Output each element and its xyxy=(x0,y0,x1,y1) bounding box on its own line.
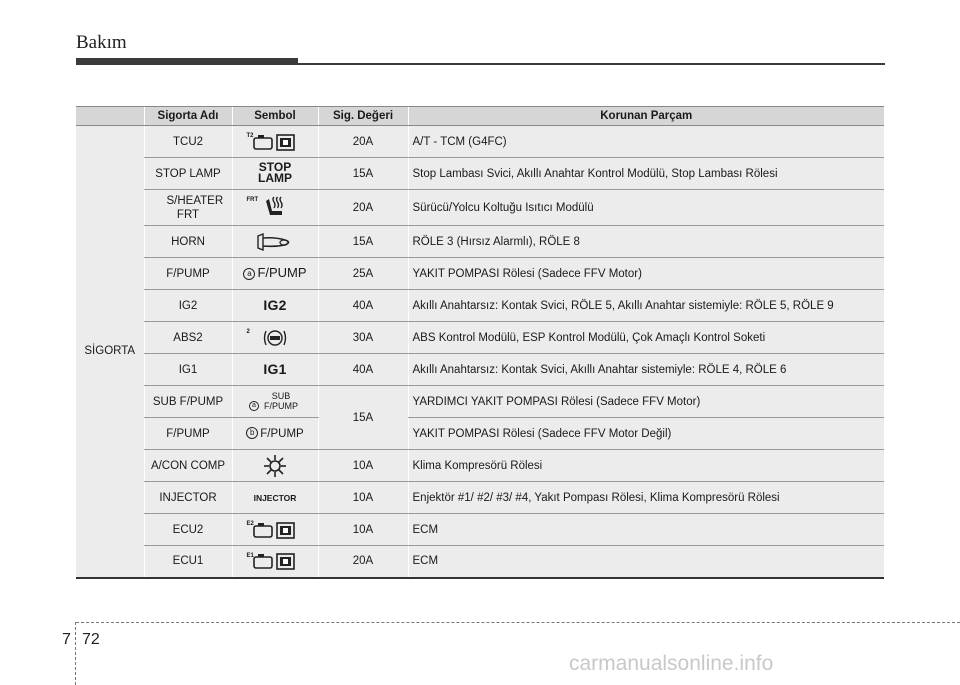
fuse-rating: 20A xyxy=(318,546,408,578)
protected-part: Stop Lambası Svici, Akıllı Anahtar Kontrol Modülü, Stop Lambası Rölesi xyxy=(408,158,884,190)
fuse-rating: 15A xyxy=(318,158,408,190)
table-row xyxy=(76,126,884,158)
table-row xyxy=(76,258,884,290)
fuse-rating: 20A xyxy=(318,190,408,226)
symbol-cell xyxy=(232,290,318,322)
page-header-title: Bakım xyxy=(76,32,127,53)
fuse-name: STOP LAMP xyxy=(144,158,232,190)
fuse-name: ECU1 xyxy=(144,546,232,578)
fuse-rating: 15A xyxy=(318,226,408,258)
abs-icon xyxy=(262,327,288,349)
symbol-cell xyxy=(232,322,318,354)
symbol-superscript: E2 xyxy=(246,521,254,527)
symbol-superscript: FRT xyxy=(246,197,259,203)
table-row xyxy=(76,190,884,226)
fuse-name: IG2 xyxy=(144,290,232,322)
table-row xyxy=(76,482,884,514)
fuse-rating: 15A xyxy=(318,386,408,450)
table-row xyxy=(76,354,884,386)
fuse-rating: 10A xyxy=(318,450,408,482)
header-symbol: Sembol xyxy=(232,107,318,126)
ig1-symbol: IG1 xyxy=(263,360,287,377)
fuse-rating: 10A xyxy=(318,482,408,514)
symbol-cell xyxy=(232,354,318,386)
protected-part: Akıllı Anahtarsız: Kontak Svici, Akıllı Anahtar sistemiyle: RÖLE 4, RÖLE 6 xyxy=(408,354,884,386)
protected-part: YARDIMCI YAKIT POMPASI Rölesi (Sadece FFV Motor) xyxy=(408,386,884,418)
variant-b-icon: b xyxy=(246,427,258,439)
symbol-cell xyxy=(232,126,318,158)
ac-compressor-icon xyxy=(263,454,287,478)
protected-part: ECM xyxy=(408,514,884,546)
fuse-rating: 30A xyxy=(318,322,408,354)
protected-part: ECM xyxy=(408,546,884,578)
header-rating: Sig. Değeri xyxy=(318,107,408,126)
table-row xyxy=(76,450,884,482)
horn-icon xyxy=(255,232,295,252)
fuse-name: A/CON COMP xyxy=(144,450,232,482)
fuse-rating: 10A xyxy=(318,514,408,546)
fuse-name: S/HEATER FRT xyxy=(144,190,232,226)
fuse-name: IG1 xyxy=(144,354,232,386)
stop-lamp-symbol: STOP LAMP xyxy=(258,159,292,185)
sub-fpump-symbol xyxy=(249,391,301,412)
table-row xyxy=(76,514,884,546)
tcu2-icon xyxy=(252,132,298,152)
variant-a-icon: a xyxy=(243,268,255,280)
ecu2-icon xyxy=(252,520,298,540)
footer-vertical-rule xyxy=(75,622,77,685)
symbol-cell xyxy=(232,386,318,418)
header-accent-bar xyxy=(76,58,298,65)
symbol-cell xyxy=(232,226,318,258)
protected-part: Klima Kompresörü Rölesi xyxy=(408,450,884,482)
table-row xyxy=(76,418,884,450)
table-row xyxy=(76,386,884,418)
fuse-table xyxy=(76,106,884,579)
protected-part: YAKIT POMPASI Rölesi (Sadece FFV Motor Değil) xyxy=(408,418,884,450)
header-rule xyxy=(298,63,885,65)
symbol-cell xyxy=(232,258,318,290)
table-row xyxy=(76,322,884,354)
header-blank xyxy=(76,107,144,126)
fuse-name: SUB F/PUMP xyxy=(144,386,232,418)
fuse-name: F/PUMP xyxy=(144,258,232,290)
table-row xyxy=(76,158,884,190)
ig2-symbol: IG2 xyxy=(263,296,287,313)
protected-part: Enjektör #1/ #2/ #3/ #4, Yakıt Pompası Rölesi, Klima Kompresörü Rölesi xyxy=(408,482,884,514)
protected-part: A/T - TCM (G4FC) xyxy=(408,126,884,158)
page-number: 72 xyxy=(82,631,100,648)
fuse-rating: 40A xyxy=(318,354,408,386)
symbol-superscript: T2 xyxy=(246,133,254,139)
symbol-cell xyxy=(232,450,318,482)
fuse-rating: 40A xyxy=(318,290,408,322)
variant-a-icon: a xyxy=(249,401,259,411)
symbol-cell xyxy=(232,514,318,546)
sub-fpump-symbol-text: SUB F/PUMP xyxy=(263,390,298,411)
footer-rule xyxy=(76,622,960,624)
fuse-rating: 25A xyxy=(318,258,408,290)
fuse-name: ABS2 xyxy=(144,322,232,354)
table-row xyxy=(76,290,884,322)
symbol-cell xyxy=(232,482,318,514)
symbol-cell xyxy=(232,418,318,450)
seat-heater-icon xyxy=(263,196,287,220)
symbol-cell xyxy=(232,546,318,578)
protected-part: ABS Kontrol Modülü, ESP Kontrol Modülü, Çok Amaçlı Kontrol Soketi xyxy=(408,322,884,354)
protected-part: YAKIT POMPASI Rölesi (Sadece FFV Motor) xyxy=(408,258,884,290)
watermark: carmanualsonline.info xyxy=(569,652,774,675)
fuse-name: F/PUMP xyxy=(144,418,232,450)
injector-symbol: INJECTOR xyxy=(253,492,297,503)
fuse-name: INJECTOR xyxy=(144,482,232,514)
protected-part: Sürücü/Yolcu Koltuğu Isıtıcı Modülü xyxy=(408,190,884,226)
symbol-superscript: 2 xyxy=(246,329,250,335)
header-fuse-name: Sigorta Adı xyxy=(144,107,232,126)
fuse-name: TCU2 xyxy=(144,126,232,158)
fuse-name: ECU2 xyxy=(144,514,232,546)
symbol-cell xyxy=(232,190,318,226)
group-label: SİGORTA xyxy=(76,126,144,578)
protected-part: Akıllı Anahtarsız: Kontak Svici, RÖLE 5, Akıllı Anahtar sistemiyle: RÖLE 5, RÖLE 9 xyxy=(408,290,884,322)
table-row xyxy=(76,546,884,578)
ecu1-icon xyxy=(252,551,298,571)
fuse-name: HORN xyxy=(144,226,232,258)
protected-part: RÖLE 3 (Hırsız Alarmlı), RÖLE 8 xyxy=(408,226,884,258)
symbol-cell xyxy=(232,158,318,190)
fpump-symbol: F/PUMP xyxy=(257,265,307,280)
fuse-rating: 20A xyxy=(318,126,408,158)
header-protected-part: Korunan Parçam xyxy=(408,107,884,126)
symbol-superscript: E1 xyxy=(246,553,254,559)
table-row xyxy=(76,226,884,258)
fpump-symbol: F/PUMP xyxy=(260,427,304,440)
section-number: 7 xyxy=(62,631,71,648)
table-header-row xyxy=(76,107,884,126)
